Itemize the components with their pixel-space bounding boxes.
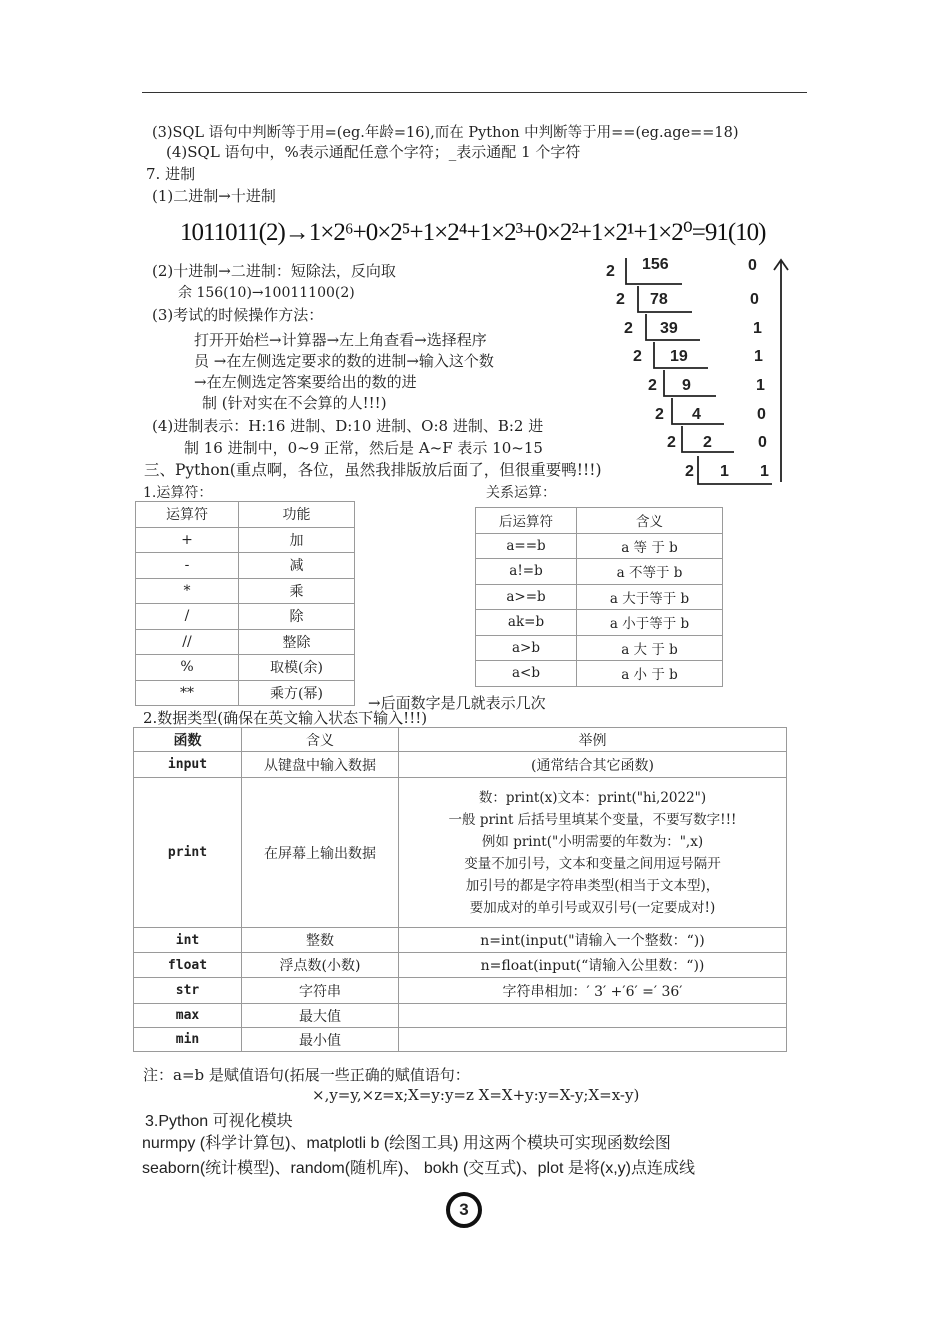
relation-cell: a>=b xyxy=(476,584,577,610)
table-row xyxy=(134,778,787,928)
assignment-note-2: ×,y=y,×z=x;X=y:y=z X=X+y:y=X-y;X=x-y) xyxy=(312,1086,640,1104)
remainder: 0 xyxy=(757,406,766,423)
exam-step-1: 打开开始栏→计算器→左上角查看→选择程序 xyxy=(194,331,487,349)
operator-cell: // xyxy=(136,629,239,655)
quotient: 2 xyxy=(703,434,712,451)
example-line: 要加成对的单引号或双引号(一定要成对!) xyxy=(469,899,716,916)
remainder: 1 xyxy=(760,463,769,480)
function-name-cell: min xyxy=(134,1028,242,1052)
meaning-cell: a 不等于 b xyxy=(577,559,723,585)
function-name-cell: str xyxy=(134,978,242,1004)
table-row xyxy=(134,752,787,778)
viz-heading: 3.Python 可视化模块 xyxy=(145,1113,293,1130)
example-cell xyxy=(399,1028,787,1052)
table-row xyxy=(136,629,355,655)
table-row xyxy=(134,1004,787,1028)
quotient: 4 xyxy=(692,406,701,423)
relation-cell: a>b xyxy=(476,635,577,661)
example-cell xyxy=(399,778,787,928)
remainder: 0 xyxy=(750,291,759,308)
page-number-badge: 3 xyxy=(446,1192,482,1228)
table-header-row xyxy=(134,728,787,752)
operator-cell: - xyxy=(136,553,239,579)
meaning-cell: 从键盘中输入数据 xyxy=(242,752,399,778)
operator-cell: ** xyxy=(136,680,239,706)
remainder: 1 xyxy=(754,348,763,365)
header-rule xyxy=(142,92,807,93)
example-cell: 字符串相加：′ 3′ +′6′ =′ 36′ xyxy=(399,978,787,1004)
table-row xyxy=(136,655,355,681)
division-brackets xyxy=(600,250,800,490)
header-cell: 函数 xyxy=(134,728,242,752)
example-line: 数：print(x)文本：print("hi,2022") xyxy=(478,789,707,806)
divisor-2: 2 xyxy=(667,434,676,451)
divisor-2: 2 xyxy=(616,291,625,308)
table-row xyxy=(476,661,723,687)
table-row xyxy=(134,1028,787,1052)
function-name-cell: input xyxy=(134,752,242,778)
function-name-cell: float xyxy=(134,953,242,978)
table-row xyxy=(476,610,723,636)
example-cell: n=float(input(“请输入公里数：“)) xyxy=(399,953,787,978)
dec-to-bin-title: (2)十进制→二进制：短除法，反向取 xyxy=(152,262,396,280)
bin-to-dec-title: (1)二进制→十进制 xyxy=(152,187,276,205)
types-table xyxy=(133,727,787,1052)
header-cell: 后运算符 xyxy=(476,508,577,534)
header-cell: 运算符 xyxy=(136,502,239,528)
header-cell: 含义 xyxy=(577,508,723,534)
sql-note-1: (3)SQL 语句中判断等于用=(eg.年龄=16),而在 Python 中判断等于用==(eg.age==18) xyxy=(152,125,739,141)
table-row xyxy=(134,978,787,1004)
example-line: 加引号的都是字符串类型(相当于文本型)， xyxy=(465,877,720,894)
function-cell: 乘 xyxy=(239,578,355,604)
exam-step-3: →在左侧选定答案要给出的数的进 xyxy=(194,373,417,391)
divisor-2: 2 xyxy=(606,263,615,280)
table-row xyxy=(136,553,355,579)
meaning-cell: a 小 于 b xyxy=(577,661,723,687)
table-row xyxy=(134,953,787,978)
table-row xyxy=(476,533,723,559)
meaning-cell: 浮点数(小数) xyxy=(242,953,399,978)
relation-cell: a<b xyxy=(476,661,577,687)
remainder: 1 xyxy=(756,377,765,394)
operators-title: 1.运算符： xyxy=(143,485,213,501)
divisor-2: 2 xyxy=(648,377,657,394)
types-title: 2.数据类型(确保在英文输入状态下输入!!!) xyxy=(143,709,428,727)
quotient: 19 xyxy=(670,348,688,365)
quotient: 39 xyxy=(660,320,678,337)
meaning-cell: 在屏幕上输出数据 xyxy=(242,778,399,928)
assignment-note-1: 注：a=b 是赋值语句(拓展一些正确的赋值语句： xyxy=(143,1066,470,1084)
meaning-cell: a 等 于 b xyxy=(577,533,723,559)
quotient: 1 xyxy=(720,463,729,480)
table-header-row xyxy=(136,502,355,528)
example-cell: (通常结合其它函数) xyxy=(399,752,787,778)
base-notation-2: 制 16 进制中，0~9 正常，然后是 A~F 表示 10~15 xyxy=(184,439,543,457)
viz-line-2: seaborn(统计模型)、random(随机库)、 bokh (交互式)、plot 是将(x,y)点连成线 xyxy=(142,1160,695,1177)
meaning-cell: 最小值 xyxy=(242,1028,399,1052)
example-line: 例如 print("小明需要的年数为：",x) xyxy=(481,833,704,850)
header-cell: 含义 xyxy=(242,728,399,752)
operators-table xyxy=(135,501,355,706)
exam-step-2: 员 →在左侧选定要求的数的进制→输入这个数 xyxy=(194,352,494,370)
divisor-2: 2 xyxy=(624,320,633,337)
operator-cell: / xyxy=(136,604,239,630)
power-note: →后面数字是几就表示几次 xyxy=(368,694,546,712)
exam-step-4: 制 (针对实在不会算的人!!!) xyxy=(202,394,387,412)
quotient: 9 xyxy=(682,377,691,394)
example-cell: n=int(input("请输入一个整数：“)) xyxy=(399,928,787,953)
example-line: 变量不加引号，文本和变量之间用逗号隔开 xyxy=(464,855,721,872)
operator-cell: * xyxy=(136,578,239,604)
divisor-2: 2 xyxy=(655,406,664,423)
function-name-cell: int xyxy=(134,928,242,953)
example-line: 一般 print 后括号里填某个变量，不要写数字!!! xyxy=(448,811,737,828)
function-cell: 取模(余) xyxy=(239,655,355,681)
header-cell: 功能 xyxy=(239,502,355,528)
quotient: 156 xyxy=(642,256,669,273)
table-row xyxy=(476,635,723,661)
meaning-cell: a 大 于 b xyxy=(577,635,723,661)
python-section-heading: 三、Python(重点啊，各位，虽然我排版放后面了，但很重要鸭!!!) xyxy=(144,461,602,479)
operator-cell: + xyxy=(136,527,239,553)
function-cell: 减 xyxy=(239,553,355,579)
table-row xyxy=(136,604,355,630)
table-row xyxy=(136,578,355,604)
bin-to-dec-formula: 1011011(2)→1×2⁶+0×2⁵+1×2⁴+1×2³+0×2²+1×2¹+1×2⁰=91(10) xyxy=(180,219,766,246)
remainder: 0 xyxy=(748,257,757,274)
table-header-row xyxy=(476,508,723,534)
meaning-cell: 最大值 xyxy=(242,1004,399,1028)
operator-cell: % xyxy=(136,655,239,681)
table-row xyxy=(134,928,787,953)
relation-cell: a==b xyxy=(476,533,577,559)
remainder: 0 xyxy=(758,434,767,451)
sql-note-2: (4)SQL 语句中，%表示通配任意个字符；_表示通配 1 个字符 xyxy=(166,143,581,161)
relation-cell: ak=b xyxy=(476,610,577,636)
remainder: 1 xyxy=(753,320,762,337)
header-cell: 举例 xyxy=(399,728,787,752)
divisor-2: 2 xyxy=(685,463,694,480)
table-row xyxy=(476,584,723,610)
table-row xyxy=(136,527,355,553)
dec-to-bin-example: 余 156(10)→10011100(2) xyxy=(178,285,355,301)
function-cell: 乘方(幂) xyxy=(239,680,355,706)
quotient: 78 xyxy=(650,291,668,308)
relations-table xyxy=(475,507,723,687)
table-row xyxy=(476,559,723,585)
section-base-heading: 7. 进制 xyxy=(146,165,196,183)
function-cell: 除 xyxy=(239,604,355,630)
meaning-cell: 字符串 xyxy=(242,978,399,1004)
relation-cell: a!=b xyxy=(476,559,577,585)
relations-title: 关系运算： xyxy=(486,485,556,501)
viz-line-1: nurmpy (科学计算包)、matplotli b (绘图工具) 用这两个模块可实现函数绘图 xyxy=(142,1135,671,1152)
function-name-cell: max xyxy=(134,1004,242,1028)
table-row xyxy=(136,680,355,706)
base-notation-1: (4)进制表示：H:16 进制、D:10 进制、O:8 进制、B:2 进 xyxy=(152,417,544,435)
function-name-cell: print xyxy=(134,778,242,928)
meaning-cell: a 小于等于 b xyxy=(577,610,723,636)
meaning-cell: 整数 xyxy=(242,928,399,953)
exam-method-title: (3)考试的时候操作方法： xyxy=(152,306,324,324)
meaning-cell: a 大于等于 b xyxy=(577,584,723,610)
example-cell xyxy=(399,1004,787,1028)
divisor-2: 2 xyxy=(633,348,642,365)
function-cell: 整除 xyxy=(239,629,355,655)
function-cell: 加 xyxy=(239,527,355,553)
